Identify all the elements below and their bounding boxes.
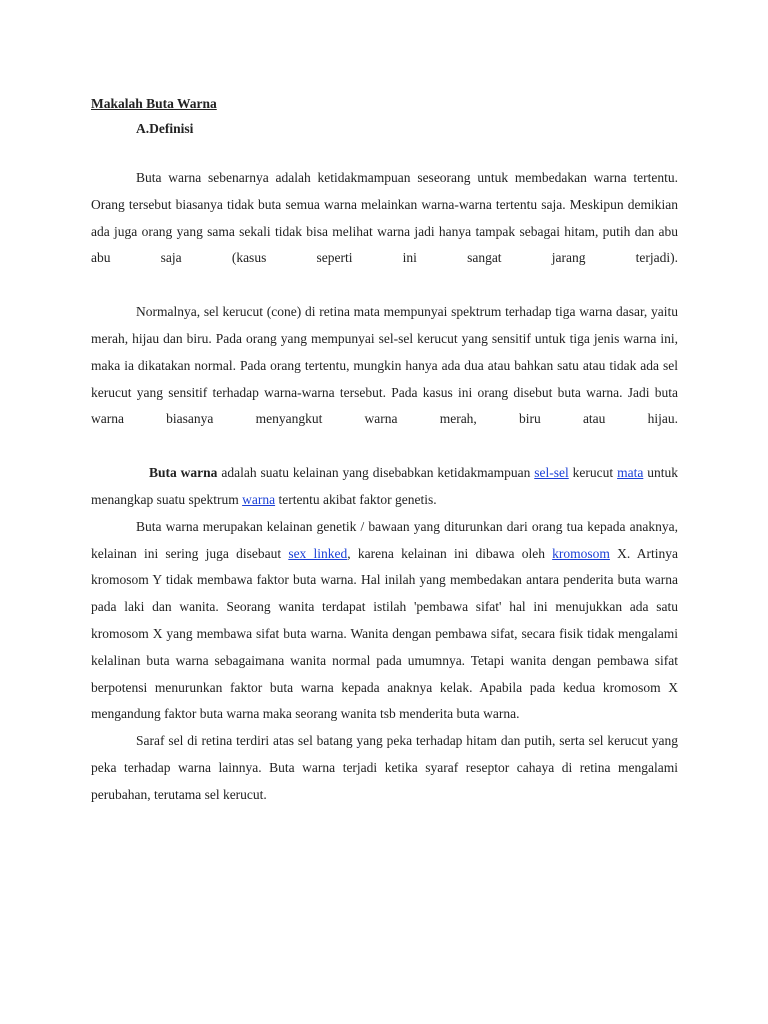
term-buta-warna: Buta warna: [149, 465, 218, 481]
text-span: adalah suatu kelainan yang disebabkan ketidakmampuan: [217, 465, 535, 481]
paragraph-definition: Buta warna sebenarnya adalah ketidakmampuan seseorang untuk membedakan warna tertentu. Orang tersebut biasanya tidak buta semua warna melainkan warna-warna tertentu saja. Meskipun demikian ada juga orang yang sama sekali tidak bisa melihat warna jadi hanya tampak sebagai hitam, putih dan abu abu saja (kasus seperti ini sangat jarang terjadi).: [91, 170, 678, 266]
document-title: Makalah Buta Warna: [91, 96, 217, 111]
text-span: , karena kelainan ini dibawa oleh: [347, 545, 553, 561]
link-sex-linked[interactable]: sex linked: [288, 545, 348, 561]
paragraph-retina-nerve: Saraf sel di retina terdiri atas sel batang yang peka terhadap hitam dan putih, serta sel kerucut yang peka terhadap warna lainnya. Buta warna terjadi ketika syaraf reseptor cahaya di retina mengalami perubahan, terutama sel kerucut.: [91, 733, 678, 802]
section-heading: A.Definisi: [136, 121, 194, 136]
link-kromosom[interactable]: kromosom: [552, 545, 610, 561]
link-warna[interactable]: warna: [242, 491, 276, 507]
text-span: untuk menangkap suatu spektrum: [91, 465, 678, 507]
paragraph-genetic: [91, 514, 678, 728]
link-mata[interactable]: mata: [617, 465, 644, 481]
paragraph-normal-vision: Normalnya, sel kerucut (cone) di retina mata mempunyai spektrum terhadap tiga warna dasar, yaitu merah, hijau dan biru. Pada orang yang mempunyai sel-sel kerucut yang sensitif untuk tiga jenis warna ini, maka ia dikatakan normal. Pada orang tertentu, mungkin hanya ada dua atau bahkan satu atau tidak ada sel kerucut yang sensitif terhadap warna-warna tersebut. Pada kasus ini orang disebut buta warna. Jadi buta warna biasanya menyangkut warna merah, biru atau hijau.: [91, 304, 678, 427]
text-span: X. Artinya kromosom Y tidak membawa faktor buta warna. Hal inilah yang membedakan antara penderita buta warna pada laki dan wanita. Seorang wanita terdapat istilah 'pembawa sifat' hal ini menujukkan ada satu kromosom X yang membawa sifat buta warna. Wanita dengan pembawa sifat, secara fisik tidak mengalami kelalinan buta warna sebagaimana wanita normal pada umumnya. Tetapi wanita dengan pembawa sifat berpotensi menurunkan faktor buta warna kepada anaknya kelak. Apabila pada kedua kromosom X mengandung faktor buta warna maka seorang wanita tsb menderita buta warna.: [91, 545, 678, 722]
paragraph-buta-warna-term: [91, 460, 678, 514]
text-span: kerucut: [568, 465, 618, 481]
link-sel-sel[interactable]: sel-sel: [534, 465, 569, 481]
text-span: tertentu akibat faktor genetis.: [275, 491, 437, 507]
text-span: Buta warna merupakan kelainan genetik / bawaan yang diturunkan dari orang tua kepada anaknya, kelainan ini sering juga disebaut: [91, 518, 678, 561]
